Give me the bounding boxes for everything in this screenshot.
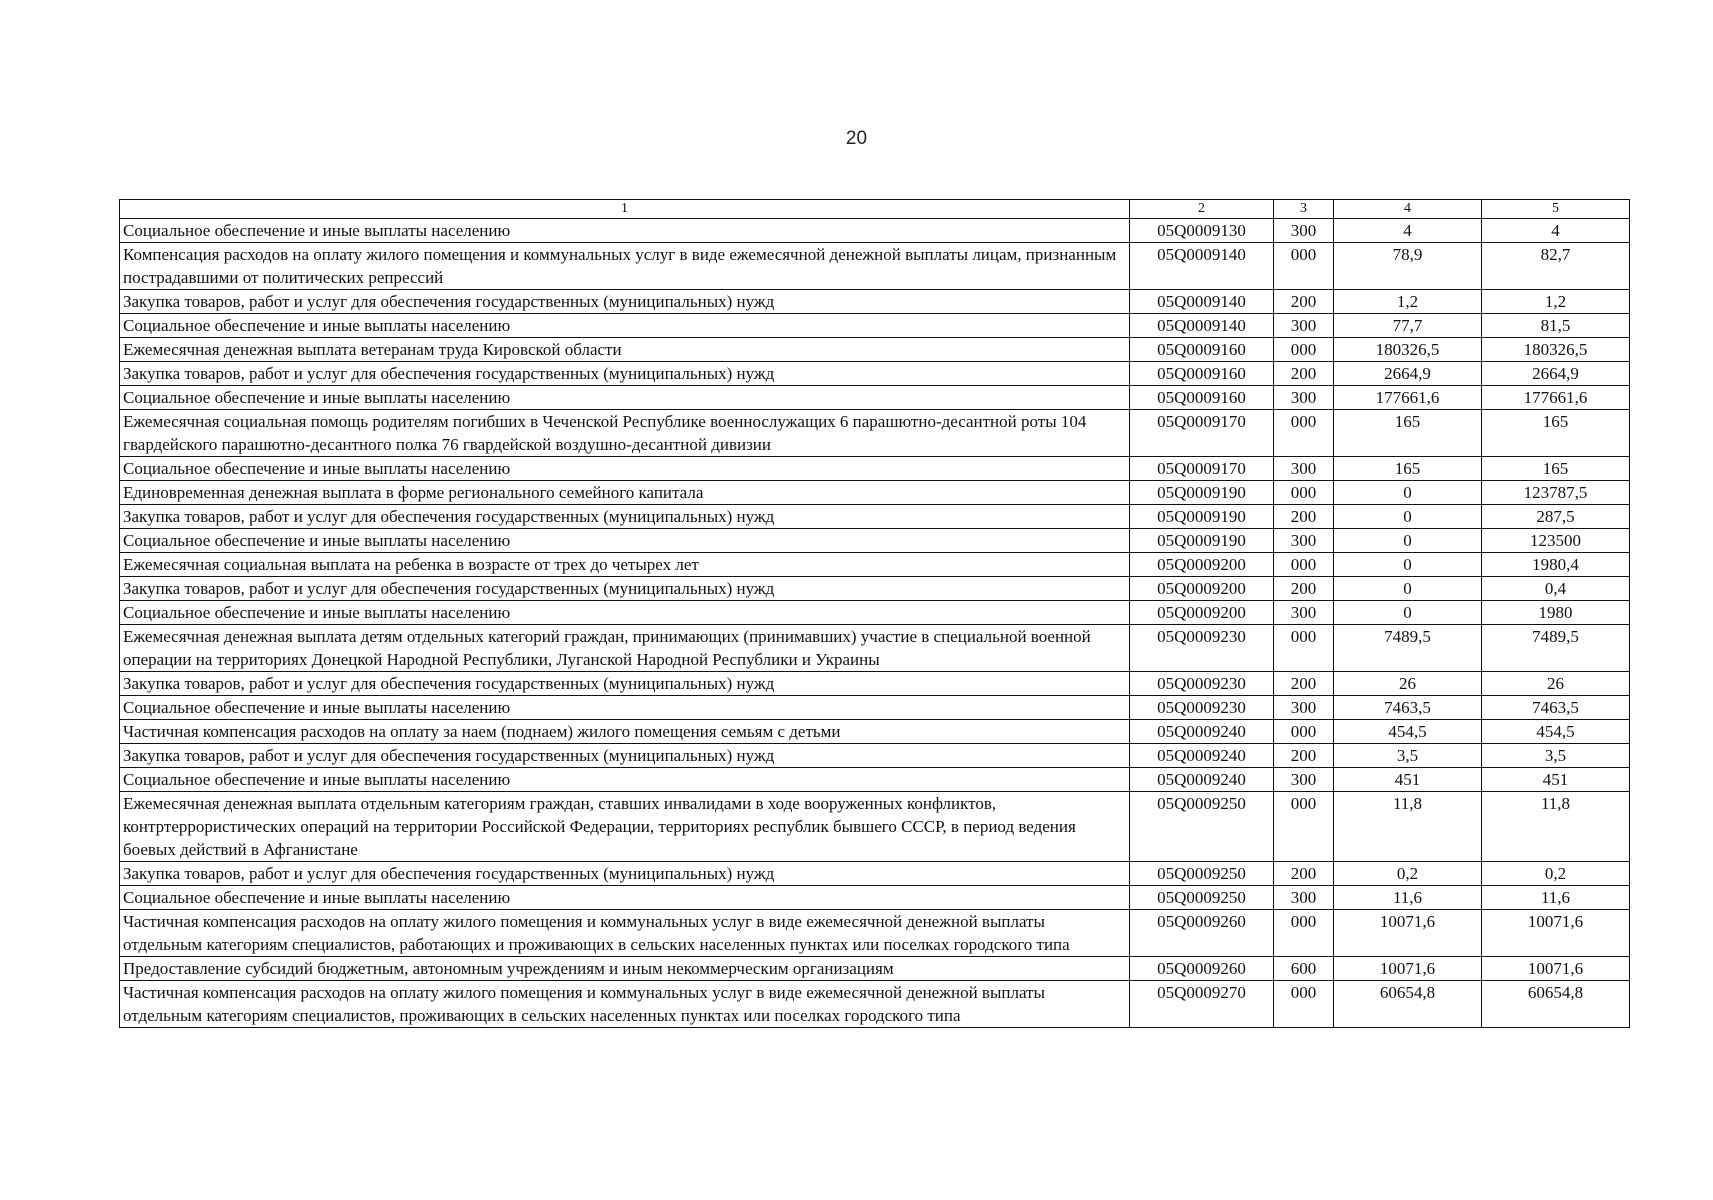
row-code-cell: 05Q0009130 bbox=[1130, 219, 1274, 243]
row-code-cell: 05Q0009260 bbox=[1130, 910, 1274, 957]
table-row bbox=[120, 672, 1630, 696]
row-value-col5-cell: 1980 bbox=[1482, 601, 1630, 625]
row-code-cell: 05Q0009240 bbox=[1130, 768, 1274, 792]
row-name-cell: Ежемесячная социальная выплата на ребенка в возрасте от трех до четырех лет bbox=[120, 553, 1130, 577]
row-code-cell: 05Q0009160 bbox=[1130, 362, 1274, 386]
row-type-cell: 200 bbox=[1274, 862, 1334, 886]
row-type-cell: 300 bbox=[1274, 457, 1334, 481]
row-type-cell: 000 bbox=[1274, 720, 1334, 744]
row-name-cell: Социальное обеспечение и иные выплаты населению bbox=[120, 886, 1130, 910]
table-row bbox=[120, 886, 1630, 910]
row-value-col4-cell: 11,6 bbox=[1334, 886, 1482, 910]
row-type-cell: 200 bbox=[1274, 577, 1334, 601]
row-value-col4-cell: 0 bbox=[1334, 505, 1482, 529]
row-value-col5-cell: 123500 bbox=[1482, 529, 1630, 553]
table-row bbox=[120, 290, 1630, 314]
row-name-cell: Предоставление субсидий бюджетным, автономным учреждениям и иным некоммерческим организациям bbox=[120, 957, 1130, 981]
row-name-cell: Частичная компенсация расходов на оплату жилого помещения и коммунальных услуг в виде ежемесячной денежной выплаты отдельным категориям специалистов, проживающих в сельских населенных пунктах или поселках городского типа bbox=[120, 981, 1130, 1028]
row-code-cell: 05Q0009250 bbox=[1130, 862, 1274, 886]
row-value-col5-cell: 165 bbox=[1482, 457, 1630, 481]
row-value-col4-cell: 165 bbox=[1334, 457, 1482, 481]
row-code-cell: 05Q0009160 bbox=[1130, 386, 1274, 410]
row-value-col4-cell: 177661,6 bbox=[1334, 386, 1482, 410]
row-value-col4-cell: 26 bbox=[1334, 672, 1482, 696]
row-type-cell: 300 bbox=[1274, 386, 1334, 410]
row-value-col5-cell: 7489,5 bbox=[1482, 625, 1630, 672]
table-row bbox=[120, 625, 1630, 672]
row-name-cell: Ежемесячная социальная помощь родителям погибших в Чеченской Республике военнослужащих 6 парашютно-десантной роты 104 гвардейского парашютно-десантного полка 76 гвардейской воздушно-десантной дивизии bbox=[120, 410, 1130, 457]
row-name-cell: Закупка товаров, работ и услуг для обеспечения государственных (муниципальных) нужд bbox=[120, 505, 1130, 529]
row-name-cell: Социальное обеспечение и иные выплаты населению bbox=[120, 768, 1130, 792]
row-type-cell: 000 bbox=[1274, 410, 1334, 457]
row-type-cell: 300 bbox=[1274, 219, 1334, 243]
budget-table bbox=[119, 199, 1630, 1028]
row-name-cell: Закупка товаров, работ и услуг для обеспечения государственных (муниципальных) нужд bbox=[120, 862, 1130, 886]
row-name-cell: Ежемесячная денежная выплата детям отдельных категорий граждан, принимающих (принимавших) участие в специальной военной операции на территориях Донецкой Народной Республики, Луганской Народной Республики и Украины bbox=[120, 625, 1130, 672]
row-name-cell: Ежемесячная денежная выплата отдельным категориям граждан, ставших инвалидами в ходе вооруженных конфликтов, контртеррористических операций на территории Российской Федерации, территориях республик бывшего СССР, в период ведения боевых действий в Афганистане bbox=[120, 792, 1130, 862]
row-value-col4-cell: 180326,5 bbox=[1334, 338, 1482, 362]
row-value-col5-cell: 451 bbox=[1482, 768, 1630, 792]
row-value-col4-cell: 3,5 bbox=[1334, 744, 1482, 768]
row-name-cell: Социальное обеспечение и иные выплаты населению bbox=[120, 386, 1130, 410]
row-value-col5-cell: 0,2 bbox=[1482, 862, 1630, 886]
table-header-row bbox=[120, 200, 1630, 219]
row-name-cell: Закупка товаров, работ и услуг для обеспечения государственных (муниципальных) нужд bbox=[120, 290, 1130, 314]
row-code-cell: 05Q0009240 bbox=[1130, 720, 1274, 744]
row-value-col5-cell: 10071,6 bbox=[1482, 910, 1630, 957]
row-name-cell: Социальное обеспечение и иные выплаты населению bbox=[120, 457, 1130, 481]
table-row bbox=[120, 529, 1630, 553]
table-row bbox=[120, 910, 1630, 957]
row-name-cell: Социальное обеспечение и иные выплаты населению bbox=[120, 314, 1130, 338]
row-type-cell: 000 bbox=[1274, 792, 1334, 862]
row-name-cell: Единовременная денежная выплата в форме регионального семейного капитала bbox=[120, 481, 1130, 505]
row-value-col4-cell: 77,7 bbox=[1334, 314, 1482, 338]
row-type-cell: 200 bbox=[1274, 505, 1334, 529]
row-value-col5-cell: 180326,5 bbox=[1482, 338, 1630, 362]
table-row bbox=[120, 577, 1630, 601]
table-row bbox=[120, 505, 1630, 529]
row-value-col4-cell: 10071,6 bbox=[1334, 957, 1482, 981]
row-type-cell: 300 bbox=[1274, 529, 1334, 553]
row-value-col4-cell: 78,9 bbox=[1334, 243, 1482, 290]
row-type-cell: 000 bbox=[1274, 625, 1334, 672]
row-value-col4-cell: 0 bbox=[1334, 601, 1482, 625]
table-row bbox=[120, 696, 1630, 720]
row-value-col4-cell: 10071,6 bbox=[1334, 910, 1482, 957]
row-value-col4-cell: 60654,8 bbox=[1334, 981, 1482, 1028]
row-type-cell: 200 bbox=[1274, 290, 1334, 314]
row-value-col4-cell: 0 bbox=[1334, 553, 1482, 577]
row-value-col5-cell: 7463,5 bbox=[1482, 696, 1630, 720]
row-code-cell: 05Q0009200 bbox=[1130, 601, 1274, 625]
row-value-col4-cell: 7489,5 bbox=[1334, 625, 1482, 672]
column-header: 4 bbox=[1334, 200, 1482, 219]
row-type-cell: 000 bbox=[1274, 981, 1334, 1028]
row-type-cell: 200 bbox=[1274, 744, 1334, 768]
row-value-col4-cell: 0,2 bbox=[1334, 862, 1482, 886]
table-row bbox=[120, 768, 1630, 792]
row-type-cell: 200 bbox=[1274, 362, 1334, 386]
row-type-cell: 000 bbox=[1274, 243, 1334, 290]
table-row bbox=[120, 410, 1630, 457]
row-value-col5-cell: 177661,6 bbox=[1482, 386, 1630, 410]
column-header: 5 bbox=[1482, 200, 1630, 219]
row-value-col5-cell: 0,4 bbox=[1482, 577, 1630, 601]
row-type-cell: 300 bbox=[1274, 314, 1334, 338]
row-code-cell: 05Q0009190 bbox=[1130, 481, 1274, 505]
column-header: 3 bbox=[1274, 200, 1334, 219]
table-row bbox=[120, 720, 1630, 744]
row-value-col5-cell: 60654,8 bbox=[1482, 981, 1630, 1028]
row-value-col5-cell: 454,5 bbox=[1482, 720, 1630, 744]
table-row bbox=[120, 338, 1630, 362]
row-name-cell: Закупка товаров, работ и услуг для обеспечения государственных (муниципальных) нужд bbox=[120, 744, 1130, 768]
row-code-cell: 05Q0009230 bbox=[1130, 625, 1274, 672]
row-type-cell: 300 bbox=[1274, 886, 1334, 910]
row-value-col5-cell: 10071,6 bbox=[1482, 957, 1630, 981]
column-header: 1 bbox=[120, 200, 1130, 219]
row-type-cell: 000 bbox=[1274, 481, 1334, 505]
row-value-col5-cell: 11,6 bbox=[1482, 886, 1630, 910]
row-code-cell: 05Q0009140 bbox=[1130, 290, 1274, 314]
row-code-cell: 05Q0009200 bbox=[1130, 577, 1274, 601]
row-code-cell: 05Q0009140 bbox=[1130, 314, 1274, 338]
row-code-cell: 05Q0009240 bbox=[1130, 744, 1274, 768]
row-value-col5-cell: 1980,4 bbox=[1482, 553, 1630, 577]
row-type-cell: 300 bbox=[1274, 601, 1334, 625]
row-name-cell: Социальное обеспечение и иные выплаты населению bbox=[120, 601, 1130, 625]
row-name-cell: Социальное обеспечение и иные выплаты населению bbox=[120, 219, 1130, 243]
row-code-cell: 05Q0009230 bbox=[1130, 672, 1274, 696]
table-row bbox=[120, 744, 1630, 768]
table-body bbox=[120, 219, 1630, 1028]
table-row bbox=[120, 862, 1630, 886]
row-value-col5-cell: 3,5 bbox=[1482, 744, 1630, 768]
row-value-col4-cell: 0 bbox=[1334, 577, 1482, 601]
row-value-col4-cell: 0 bbox=[1334, 481, 1482, 505]
row-code-cell: 05Q0009170 bbox=[1130, 410, 1274, 457]
row-type-cell: 300 bbox=[1274, 696, 1334, 720]
row-code-cell: 05Q0009190 bbox=[1130, 529, 1274, 553]
row-code-cell: 05Q0009250 bbox=[1130, 886, 1274, 910]
row-value-col5-cell: 4 bbox=[1482, 219, 1630, 243]
row-value-col5-cell: 165 bbox=[1482, 410, 1630, 457]
row-value-col5-cell: 287,5 bbox=[1482, 505, 1630, 529]
table-row bbox=[120, 553, 1630, 577]
row-code-cell: 05Q0009190 bbox=[1130, 505, 1274, 529]
row-type-cell: 200 bbox=[1274, 672, 1334, 696]
row-code-cell: 05Q0009260 bbox=[1130, 957, 1274, 981]
row-value-col4-cell: 165 bbox=[1334, 410, 1482, 457]
row-code-cell: 05Q0009250 bbox=[1130, 792, 1274, 862]
row-value-col4-cell: 11,8 bbox=[1334, 792, 1482, 862]
row-value-col5-cell: 81,5 bbox=[1482, 314, 1630, 338]
page-number: 20 bbox=[845, 128, 868, 149]
column-header: 2 bbox=[1130, 200, 1274, 219]
row-value-col5-cell: 82,7 bbox=[1482, 243, 1630, 290]
table-row bbox=[120, 601, 1630, 625]
table-row bbox=[120, 957, 1630, 981]
row-name-cell: Частичная компенсация расходов на оплату жилого помещения и коммунальных услуг в виде ежемесячной денежной выплаты отдельным категориям специалистов, работающих и проживающих в сельских населенных пунктах или поселках городского типа bbox=[120, 910, 1130, 957]
table-row bbox=[120, 362, 1630, 386]
row-name-cell: Ежемесячная денежная выплата ветеранам труда Кировской области bbox=[120, 338, 1130, 362]
table-row bbox=[120, 981, 1630, 1028]
row-name-cell: Социальное обеспечение и иные выплаты населению bbox=[120, 529, 1130, 553]
row-value-col5-cell: 2664,9 bbox=[1482, 362, 1630, 386]
row-type-cell: 000 bbox=[1274, 910, 1334, 957]
table-row bbox=[120, 314, 1630, 338]
row-name-cell: Частичная компенсация расходов на оплату за наем (поднаем) жилого помещения семьям с детьми bbox=[120, 720, 1130, 744]
row-value-col4-cell: 0 bbox=[1334, 529, 1482, 553]
row-value-col4-cell: 7463,5 bbox=[1334, 696, 1482, 720]
table-row bbox=[120, 792, 1630, 862]
row-value-col4-cell: 454,5 bbox=[1334, 720, 1482, 744]
row-value-col4-cell: 1,2 bbox=[1334, 290, 1482, 314]
table-row bbox=[120, 243, 1630, 290]
row-code-cell: 05Q0009230 bbox=[1130, 696, 1274, 720]
row-type-cell: 000 bbox=[1274, 338, 1334, 362]
row-name-cell: Компенсация расходов на оплату жилого помещения и коммунальных услуг в виде ежемесячной денежной выплаты лицам, признанным пострадавшими от политических репрессий bbox=[120, 243, 1130, 290]
table-row bbox=[120, 219, 1630, 243]
row-code-cell: 05Q0009140 bbox=[1130, 243, 1274, 290]
row-value-col5-cell: 11,8 bbox=[1482, 792, 1630, 862]
row-name-cell: Социальное обеспечение и иные выплаты населению bbox=[120, 696, 1130, 720]
row-value-col5-cell: 1,2 bbox=[1482, 290, 1630, 314]
table-row bbox=[120, 386, 1630, 410]
row-code-cell: 05Q0009270 bbox=[1130, 981, 1274, 1028]
row-type-cell: 000 bbox=[1274, 553, 1334, 577]
row-code-cell: 05Q0009170 bbox=[1130, 457, 1274, 481]
row-code-cell: 05Q0009160 bbox=[1130, 338, 1274, 362]
row-name-cell: Закупка товаров, работ и услуг для обеспечения государственных (муниципальных) нужд bbox=[120, 577, 1130, 601]
row-value-col4-cell: 2664,9 bbox=[1334, 362, 1482, 386]
row-name-cell: Закупка товаров, работ и услуг для обеспечения государственных (муниципальных) нужд bbox=[120, 362, 1130, 386]
table-row bbox=[120, 457, 1630, 481]
row-value-col5-cell: 123787,5 bbox=[1482, 481, 1630, 505]
row-type-cell: 600 bbox=[1274, 957, 1334, 981]
row-name-cell: Закупка товаров, работ и услуг для обеспечения государственных (муниципальных) нужд bbox=[120, 672, 1130, 696]
row-value-col5-cell: 26 bbox=[1482, 672, 1630, 696]
row-value-col4-cell: 4 bbox=[1334, 219, 1482, 243]
row-type-cell: 300 bbox=[1274, 768, 1334, 792]
row-value-col4-cell: 451 bbox=[1334, 768, 1482, 792]
row-code-cell: 05Q0009200 bbox=[1130, 553, 1274, 577]
table-row bbox=[120, 481, 1630, 505]
